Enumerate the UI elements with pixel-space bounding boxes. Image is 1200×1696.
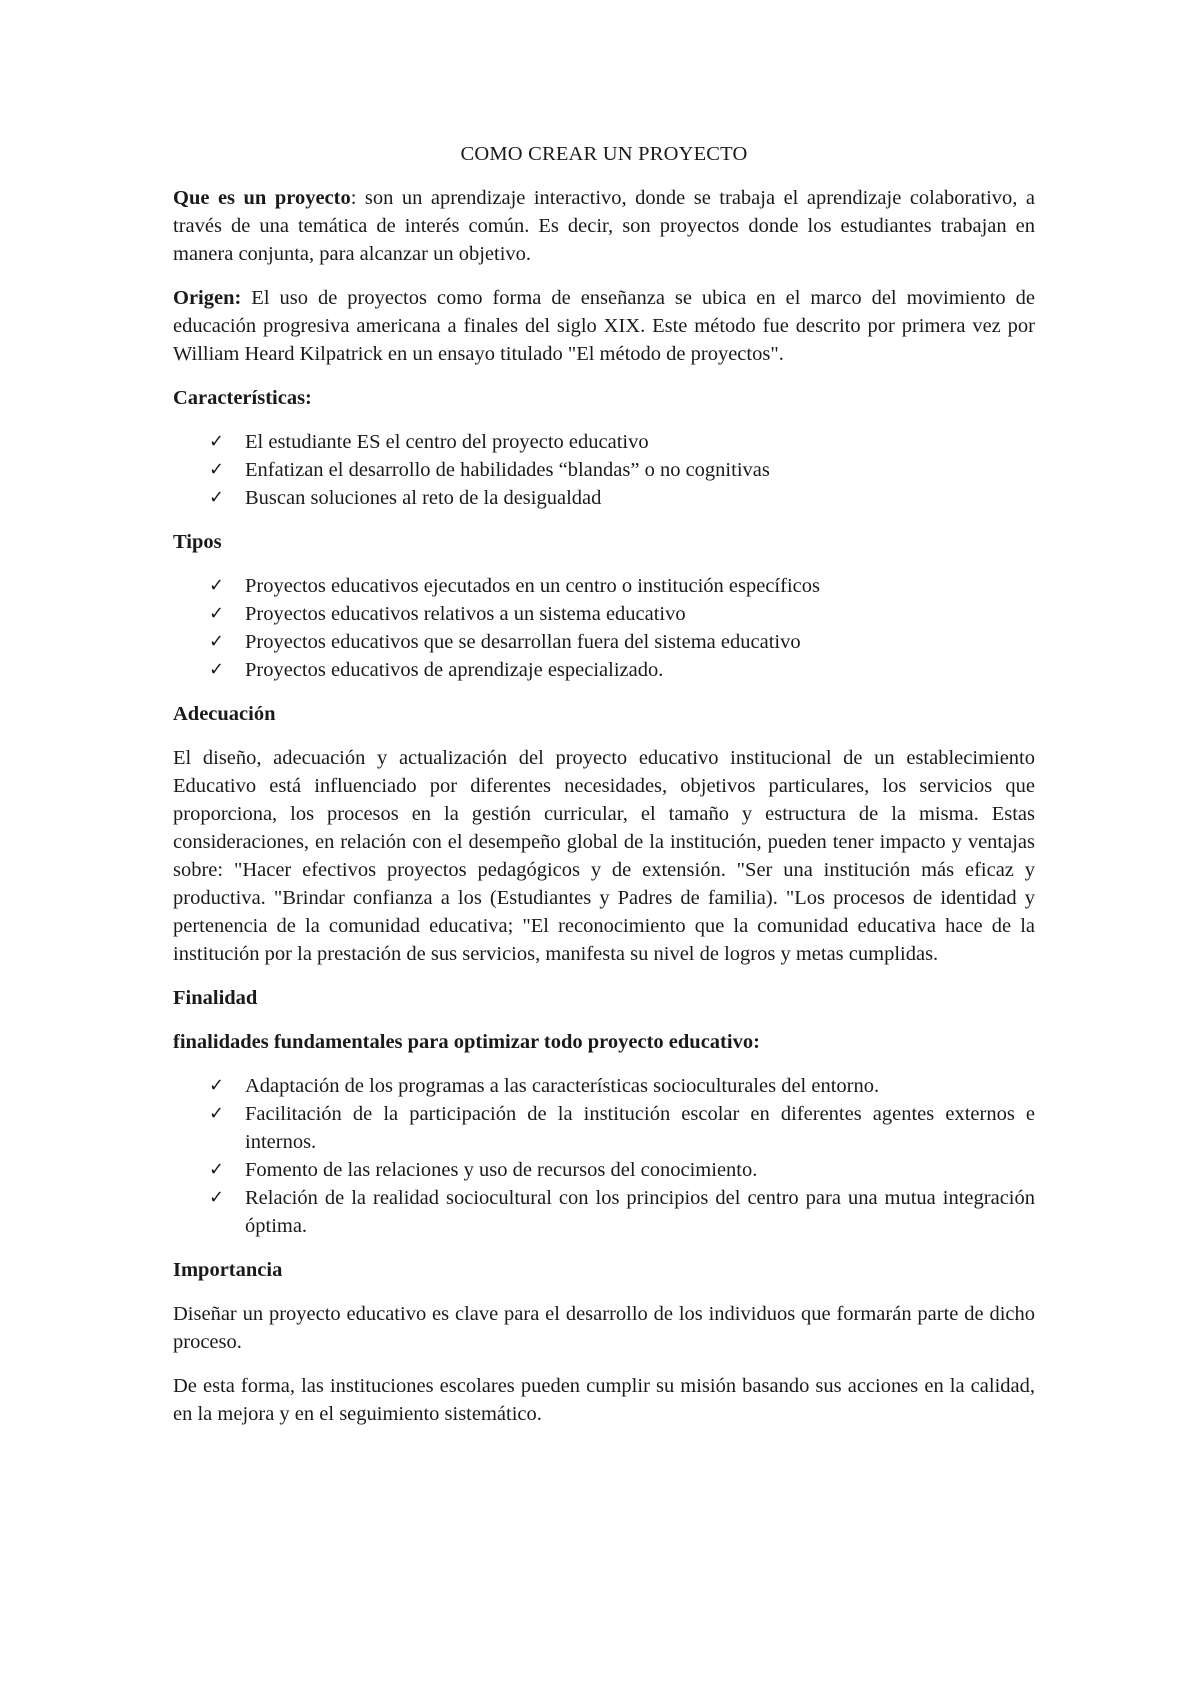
check-icon: ✓ [209, 575, 225, 596]
list-item-text: Proyectos educativos relativos a un sistema educativo [245, 603, 686, 625]
check-icon: ✓ [209, 1075, 225, 1096]
list-item-text: Proyectos educativos que se desarrollan fuera del sistema educativo [245, 631, 801, 653]
list-item-text: El estudiante ES el centro del proyecto educativo [245, 431, 649, 453]
intro-lead: Que es un proyecto [173, 187, 351, 209]
list-item-text: Relación de la realidad sociocultural con los principios del centro para una mutua integración óptima. [245, 1187, 1035, 1237]
list-item [209, 1100, 1035, 1156]
list-item [209, 656, 1035, 684]
list-item [209, 572, 1035, 600]
list-item-text: Proyectos educativos ejecutados en un centro o institución específicos [245, 575, 820, 597]
list-item [209, 1184, 1035, 1240]
check-icon: ✓ [209, 659, 225, 680]
origen-paragraph [173, 284, 1035, 368]
tipos-heading: Tipos [173, 531, 222, 553]
importancia-paragraph-1: Diseñar un proyecto educativo es clave para el desarrollo de los individuos que formarán parte de dicho proceso. [173, 1303, 1035, 1353]
list-item [209, 1156, 1035, 1184]
list-item-text: Buscan soluciones al reto de la desigualdad [245, 487, 602, 509]
intro-text: : son un aprendizaje interactivo, donde se trabaja el aprendizaje colaborativo, a través de una temática de interés común. Es decir, son proyectos donde los estudiantes trabajan en manera conjunta, para alcanzar un objetivo. [173, 187, 1036, 265]
list-item [209, 456, 1035, 484]
list-item [209, 484, 1035, 512]
origen-lead: Origen: [173, 287, 242, 309]
list-item-text: Facilitación de la participación de la institución escolar en diferentes agentes externos e internos. [245, 1103, 1035, 1153]
check-icon: ✓ [209, 1187, 225, 1208]
importancia-paragraph-2: De esta forma, las instituciones escolares pueden cumplir su misión basando sus acciones en la calidad, en la mejora y en el seguimiento sistemático. [173, 1375, 1035, 1425]
list-item-text: Fomento de las relaciones y uso de recursos del conocimiento. [245, 1159, 758, 1181]
document-page [173, 140, 1035, 1444]
list-item-text: Adaptación de los programas a las características socioculturales del entorno. [245, 1075, 880, 1097]
list-item [209, 1072, 1035, 1100]
finalidad-subheading: finalidades fundamentales para optimizar todo proyecto educativo: [173, 1031, 760, 1053]
finalidad-list [173, 1072, 1035, 1240]
list-item [209, 628, 1035, 656]
check-icon: ✓ [209, 487, 225, 508]
check-icon: ✓ [209, 459, 225, 480]
importancia-heading: Importancia [173, 1259, 283, 1281]
intro-paragraph [173, 184, 1035, 268]
check-icon: ✓ [209, 603, 225, 624]
caracteristicas-list [173, 428, 1035, 512]
list-item-text: Enfatizan el desarrollo de habilidades “blandas” o no cognitivas [245, 459, 770, 481]
adecuacion-paragraph: El diseño, adecuación y actualización del proyecto educativo institucional de un establecimiento Educativo está influenciado por diferentes necesidades, objetivos particulares, los servicios que proporciona, los procesos en la gestión curricular, el tamaño y estructura de la misma. Estas consideraciones, en relación con el desempeño global de la institución, pueden tener impacto y ventajas sobre: "Hacer efectivos proyectos pedagógicos y de extensión. "Ser una institución más eficaz y productiva. "Brindar confianza a los (Estudiantes y Padres de familia). "Los procesos de identidad y pertenencia de la comunidad educativa; "El reconocimiento que la comunidad educativa hace de la institución por la prestación de sus servicios, manifesta su nivel de logros y metas cumplidas. [173, 747, 1035, 965]
check-icon: ✓ [209, 431, 225, 452]
list-item [209, 428, 1035, 456]
check-icon: ✓ [209, 631, 225, 652]
finalidad-heading: Finalidad [173, 987, 258, 1009]
list-item-text: Proyectos educativos de aprendizaje especializado. [245, 659, 664, 681]
check-icon: ✓ [209, 1103, 225, 1124]
list-item [209, 600, 1035, 628]
adecuacion-heading: Adecuación [173, 703, 276, 725]
check-icon: ✓ [209, 1159, 225, 1180]
caracteristicas-heading: Características: [173, 387, 312, 409]
tipos-list [173, 572, 1035, 684]
origen-text: El uso de proyectos como forma de enseñanza se ubica en el marco del movimiento de educación progresiva americana a finales del siglo XIX. Este método fue descrito por primera vez por William Heard Kilpatrick en un ensayo titulado "El método de proyectos". [173, 287, 1035, 365]
document-title: COMO CREAR UN PROYECTO [460, 143, 748, 165]
